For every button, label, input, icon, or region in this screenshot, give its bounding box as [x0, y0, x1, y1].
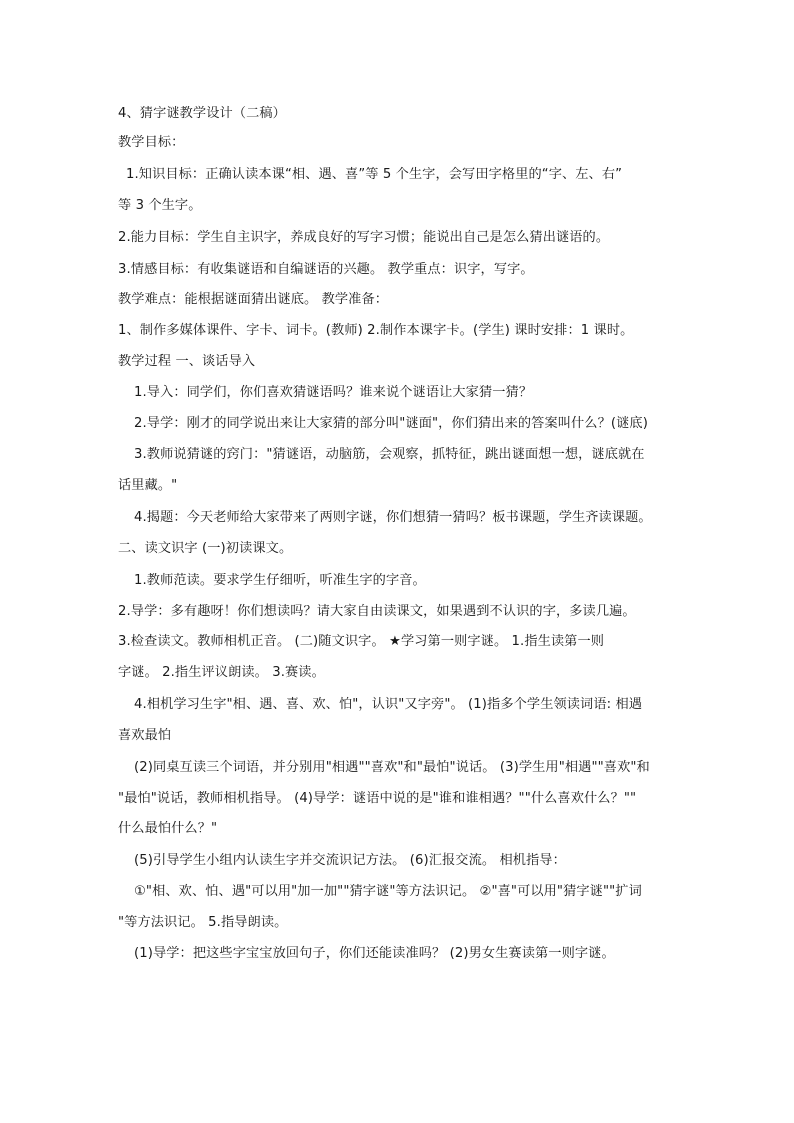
document-title: 4、猜字谜教学设计（二稿）: [118, 106, 286, 121]
paragraph-line: 1.导入：同学们，你们喜欢猜谜语吗？谁来说个谜语让大家猜一猜？: [134, 385, 533, 400]
paragraph-line: 4.相机学习生字"相、遇、喜、欢、怕"，认识"又字旁"。 (1)指多个学生领读词语: 相遇: [134, 697, 643, 712]
paragraph-line: 教学难点：能根据谜面猜出谜底。 教学准备：: [118, 292, 389, 307]
paragraph-line: 2.能力目标：学生自主识字，养成良好的写字习惯；能说出自己是怎么猜出谜语的。: [118, 230, 610, 245]
paragraph-line: 字谜。 2.指生评议朗读。 3.赛读。: [118, 665, 325, 680]
section-heading-objectives: 教学目标：: [118, 135, 185, 150]
paragraph-line: 3.检查读文。教师相机正音。 (二)随文识字。 ★学习第一则字谜。 1.指生读第一则: [118, 634, 605, 649]
paragraph-line: 1.知识目标：正确认读本课“相、遇、喜”等 5 个生字，会写田字格里的“字、左、右”: [126, 167, 623, 182]
paragraph-line: 4.揭题：今天老师给大家带来了两则字谜，你们想猜一猜吗？板书课题，学生齐读课题。: [134, 510, 652, 525]
paragraph-line: 话里藏。": [118, 478, 178, 493]
paragraph-line: 3.教师说猜谜的窍门："猜谜语，动脑筋，会观察，抓特征，跳出谜面想一想，谜底就在: [134, 447, 645, 462]
paragraph-line: 2.导学：多有趣呀！你们想读吗？请大家自由读课文，如果遇到不认识的字，多读几遍。: [118, 604, 636, 619]
paragraph-line: 1.教师范读。要求学生仔细听，听准生字的字音。: [134, 573, 426, 588]
paragraph-line: 1、制作多媒体课件、字卡、词卡。(教师) 2.制作本课字卡。(学生) 课时安排：1 课时。: [118, 323, 634, 338]
paragraph-line: (2)同桌互读三个词语，并分别用"相遇""喜欢"和"最怕"说话。 (3)学生用"相遇""喜欢"和: [134, 760, 650, 775]
section-heading-reading: 二、读文识字 (一)初读课文。: [118, 541, 293, 556]
paragraph-line: (5)引导学生小组内认读生字并交流识记方法。 (6)汇报交流。 相机指导：: [134, 853, 566, 868]
paragraph-line: 等 3 个生字。: [118, 198, 202, 213]
paragraph-line: 3.情感目标：有收集谜语和自编谜语的兴趣。 教学重点：识字，写字。: [118, 262, 534, 277]
paragraph-line: ①"相、欢、怕、遇"可以用"加一加""猜字谜"等方法识记。 ②"喜"可以用"猜字谜""扩词: [134, 884, 642, 899]
paragraph-line: "等方法识记。 5.指导朗读。: [118, 915, 288, 930]
paragraph-line: 2.导学：刚才的同学说出来让大家猜的部分叫"谜面"，你们猜出来的答案叫什么？(谜底): [134, 416, 648, 431]
paragraph-line: 喜欢最怕: [118, 728, 172, 743]
paragraph-line: "最怕"说话，教师相机指导。 (4)导学：谜语中说的是"谁和谁相遇？""什么喜欢什么？"": [118, 791, 637, 806]
section-heading-process: 教学过程 一、谈话导入: [118, 354, 256, 369]
paragraph-line: (1)导学：把这些字宝宝放回句子，你们还能读准吗？ (2)男女生赛读第一则字谜。: [134, 946, 615, 961]
paragraph-line: 什么最怕什么？": [118, 821, 218, 836]
